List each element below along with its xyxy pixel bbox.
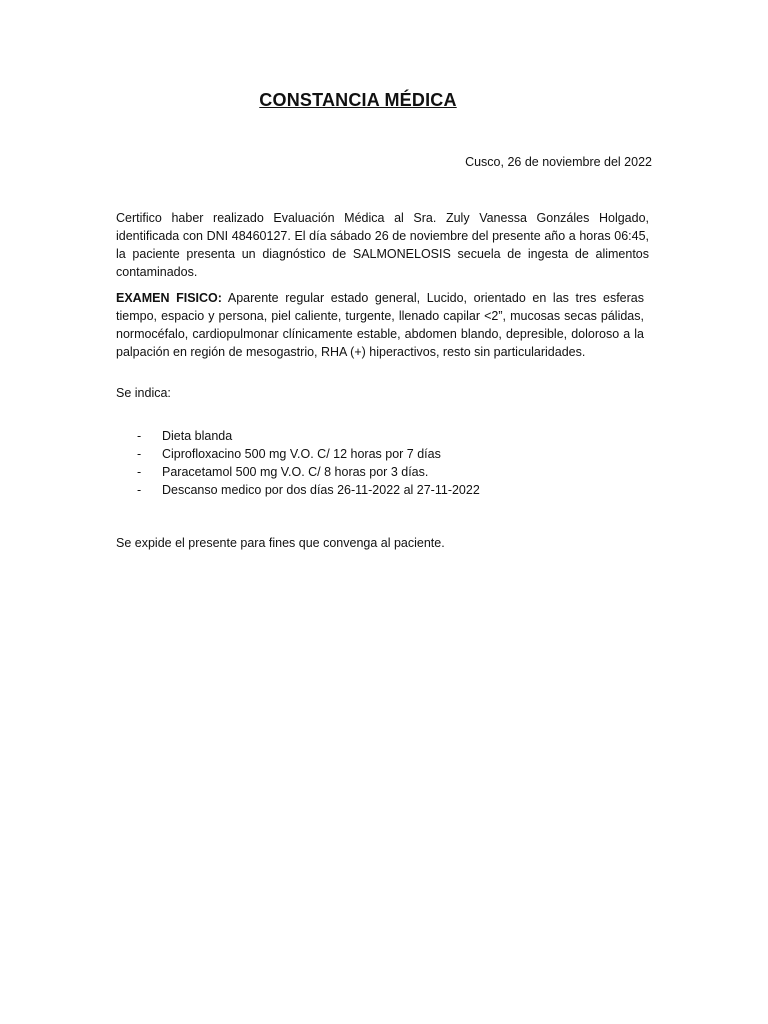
physical-exam-label: EXAMEN FISICO: [116, 291, 222, 305]
list-bullet: - [137, 429, 142, 443]
list-bullet: - [137, 447, 142, 461]
list-item-text: Descanso medico por dos días 26-11-2022 al 27-11-2022 [162, 483, 480, 497]
certification-paragraph: Certifico haber realizado Evaluación Médica al Sra. Zuly Vanessa Gonzáles Holgado, identificada con DNI 48460127. El día sábado 26 de noviembre del presente año a horas 06:45, la paciente presenta un diagnóstico de SALMONELOSIS secuela de ingesta de alimentos contaminados. [116, 211, 649, 279]
list-item [137, 445, 480, 463]
list-item-text: Paracetamol 500 mg V.O. C/ 8 horas por 3 días. [162, 465, 429, 479]
physical-exam-paragraph [116, 289, 644, 361]
list-item-text: Dieta blanda [162, 429, 233, 443]
page-title: CONSTANCIA MÉDICA [259, 90, 457, 110]
list-item [137, 463, 480, 481]
list-bullet: - [137, 465, 142, 479]
list-item-text: Ciprofloxacino 500 mg V.O. C/ 12 horas por 7 días [162, 447, 441, 461]
indications-list [137, 427, 480, 499]
date-line: Cusco, 26 de noviembre del 2022 [465, 155, 652, 169]
physical-exam-text: Aparente regular estado general, Lucido, orientado en las tres esferas tiempo, espacio y persona, piel caliente, turgente, llenado capilar <2”, mucosas secas pálidas, normocéfalo, cardiopulmonar clínicamente estable, abdomen blando, depresible, doloroso a la palpación en región de mesogastrio, RHA (+) hiperactivos, resto sin particularidades. [116, 291, 644, 359]
list-item [137, 481, 480, 499]
list-bullet: - [137, 483, 142, 497]
indications-heading: Se indica: [116, 386, 171, 400]
closing-statement: Se expide el presente para fines que convenga al paciente. [116, 536, 445, 550]
list-item [137, 427, 480, 445]
